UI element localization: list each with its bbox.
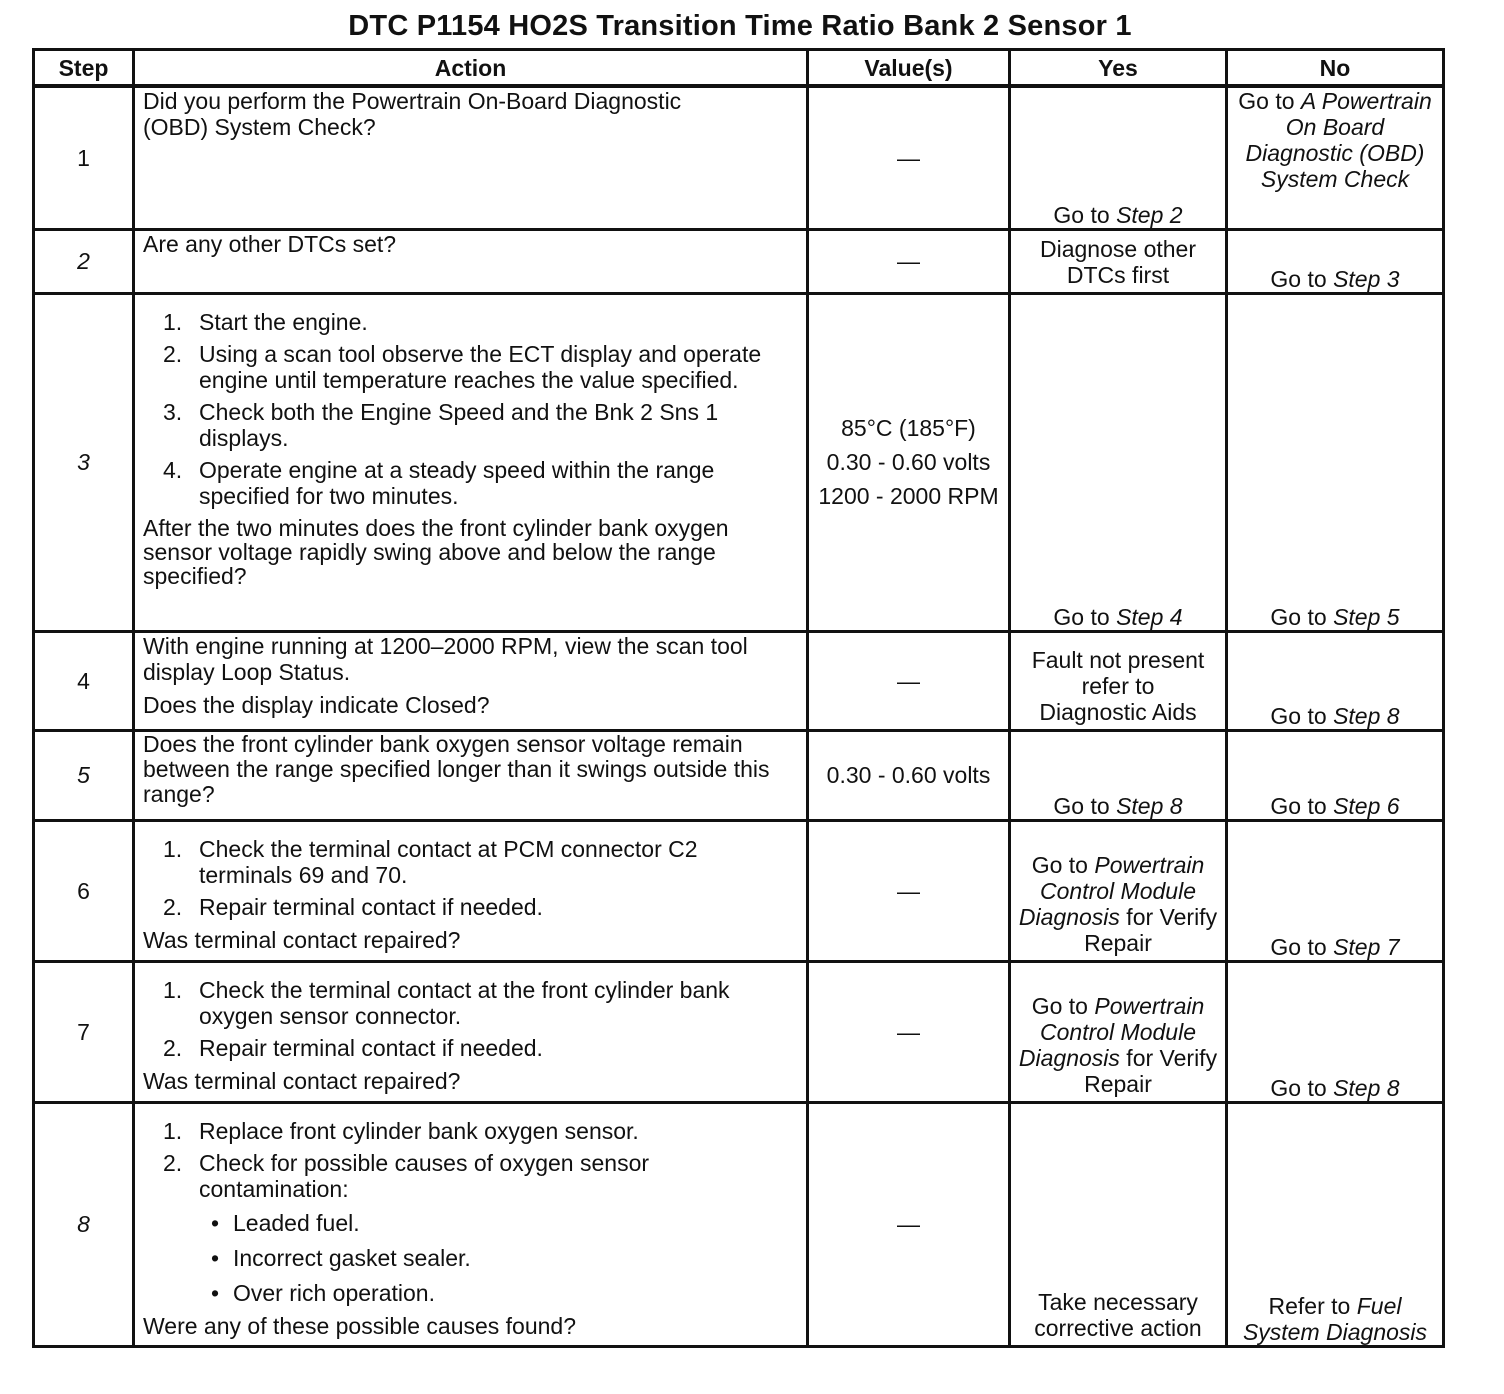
- yes-prefix: Go to: [1053, 792, 1117, 819]
- action-text: Are any other DTCs set?: [134, 229, 808, 293]
- value-voltage: 0.30 - 0.60 volts: [826, 449, 991, 475]
- action-step: 2. Repair terminal contact if needed.: [163, 893, 543, 920]
- yes-step-link: Powertrain Control Module Diagnosis: [1018, 992, 1205, 1071]
- step-number: 3: [34, 293, 134, 631]
- action-step: 3. Check both the Engine Speed and the Bnk 2 Sns 1 displays.: [163, 398, 719, 451]
- header-no: No: [1227, 50, 1444, 87]
- action-steps: [143, 309, 798, 509]
- yes-prefix: Go to: [1031, 992, 1095, 1019]
- table-row-step-8: [34, 1102, 1444, 1346]
- action-cell: [134, 820, 808, 961]
- no-step-link: Step 8: [1333, 1074, 1400, 1101]
- no-cell: [1227, 86, 1444, 229]
- no-step-link: Fuel System Diagnosis: [1242, 1292, 1428, 1345]
- action-step: 2. Repair terminal contact if needed.: [163, 1034, 543, 1061]
- action-question: Were any of these possible causes found?: [143, 1312, 577, 1339]
- yes-cell: Diagnose other DTCs first: [1010, 229, 1227, 293]
- action-steps: [143, 1118, 798, 1306]
- page-title: DTC P1154 HO2S Transition Time Ratio Bank 2 Sensor 1: [348, 10, 1132, 42]
- action-step: 1. Replace front cylinder bank oxygen sensor.: [163, 1117, 639, 1144]
- table-row-step-2: [34, 229, 1444, 293]
- action-cell: [134, 961, 808, 1102]
- diagnostic-table: [32, 48, 1445, 1348]
- header-yes: Yes: [1010, 50, 1227, 87]
- table-row-step-1: [34, 86, 1444, 229]
- action-step: 1. Check the terminal contact at the front cylinder bank oxygen sensor connector.: [163, 976, 730, 1029]
- yes-suffix: for Verify Repair: [1084, 1044, 1218, 1097]
- value-rpm: 1200 - 2000 RPM: [818, 483, 999, 509]
- value-cell: —: [808, 631, 1010, 730]
- action-step: 4. Operate engine at a steady speed within the range specified for two minutes.: [163, 456, 715, 509]
- action-text: Does the front cylinder bank oxygen sensor voltage remain between the range specified longer than it swings outside this range?: [134, 730, 808, 820]
- no-prefix: Refer to: [1268, 1292, 1357, 1319]
- yes-cell: Take necessary corrective action: [1010, 1102, 1227, 1346]
- value-cell: [808, 293, 1010, 631]
- no-cell: [1227, 1102, 1444, 1346]
- header-row: [34, 50, 1444, 87]
- no-step-link: Step 6: [1333, 792, 1400, 819]
- header-action: Action: [134, 50, 808, 87]
- no-step-link: Step 3: [1333, 265, 1400, 292]
- value-temperature: 85°C (185°F): [841, 415, 976, 441]
- table-row-step-7: [34, 961, 1444, 1102]
- action-step: 2. Check for possible causes of oxygen sensor contamination: • Leaded fuel. • Incorrect gasket sealer. • Over rich operation.: [143, 1150, 798, 1306]
- no-prefix: Go to: [1270, 933, 1334, 960]
- step-number: 6: [34, 820, 134, 961]
- bullet-item: • Incorrect gasket sealer.: [211, 1244, 471, 1271]
- yes-step-link: Powertrain Control Module Diagnosis: [1018, 851, 1205, 930]
- action-cell: [134, 631, 808, 730]
- header-step: Step: [34, 50, 134, 87]
- no-prefix: Go to: [1238, 88, 1301, 114]
- step-number: 8: [34, 1102, 134, 1346]
- value-cell: 0.30 - 0.60 volts: [808, 730, 1010, 820]
- no-step-link: Step 8: [1333, 702, 1400, 729]
- action-question: Was terminal contact repaired?: [143, 926, 461, 953]
- header-values: Value(s): [808, 50, 1010, 87]
- value-cell: —: [808, 961, 1010, 1102]
- value-cell: —: [808, 1102, 1010, 1346]
- no-step-link: Step 5: [1333, 603, 1400, 630]
- action-text: With engine running at 1200–2000 RPM, view the scan tool display Loop Status.: [143, 632, 748, 685]
- yes-step-link: Step 8: [1116, 792, 1183, 819]
- action-steps: [143, 836, 766, 920]
- yes-cell: [1010, 961, 1227, 1102]
- yes-step-link: Step 4: [1116, 603, 1183, 630]
- yes-cell: [1010, 293, 1227, 631]
- table-row-step-6: [34, 820, 1444, 961]
- yes-cell: [1010, 730, 1227, 820]
- bullet-item: • Over rich operation.: [211, 1279, 435, 1306]
- yes-cell: [1010, 820, 1227, 961]
- no-prefix: Go to: [1270, 1074, 1334, 1101]
- action-text: Did you perform the Powertrain On-Board Diagnostic (OBD) System Check?: [134, 86, 808, 229]
- table-row-step-5: [34, 730, 1444, 820]
- action-steps: [143, 977, 786, 1061]
- value-cell: —: [808, 86, 1010, 229]
- step-number: 2: [34, 229, 134, 293]
- yes-step-link: Step 2: [1116, 201, 1183, 228]
- no-prefix: Go to: [1270, 792, 1334, 819]
- table-row-step-4: [34, 631, 1444, 730]
- value-cell: —: [808, 229, 1010, 293]
- action-step: 1. Check the terminal contact at PCM connector C2 terminals 69 and 70.: [163, 835, 698, 888]
- no-cell: [1227, 961, 1444, 1102]
- no-cell: [1227, 631, 1444, 730]
- yes-suffix: for Verify Repair: [1084, 903, 1218, 956]
- step-number: 7: [34, 961, 134, 1102]
- no-cell: [1227, 820, 1444, 961]
- no-cell: [1227, 229, 1444, 293]
- action-question: Was terminal contact repaired?: [143, 1067, 461, 1094]
- value-cell: —: [808, 820, 1010, 961]
- yes-prefix: Go to: [1031, 851, 1095, 878]
- no-prefix: Go to: [1270, 702, 1334, 729]
- no-prefix: Go to: [1270, 603, 1334, 630]
- no-prefix: Go to: [1270, 265, 1334, 292]
- bullet-list: [199, 1210, 798, 1306]
- action-step: 2. Using a scan tool observe the ECT display and operate engine until temperature reaches the value specified.: [163, 340, 762, 393]
- no-cell: [1227, 293, 1444, 631]
- action-cell: [134, 293, 808, 631]
- yes-prefix: Go to: [1053, 201, 1117, 228]
- action-step: 1. Start the engine.: [163, 308, 368, 335]
- no-step-link: A Powertrain On Board Diagnostic (OBD) System Check: [1245, 88, 1432, 192]
- no-cell: [1227, 730, 1444, 820]
- step-number: 4: [34, 631, 134, 730]
- bullet-item: • Leaded fuel.: [211, 1209, 360, 1236]
- action-question: After the two minutes does the front cylinder bank oxygen sensor voltage rapidly swing above and below the range specified?: [143, 514, 729, 589]
- table-row-step-3: [34, 293, 1444, 631]
- yes-prefix: Go to: [1053, 603, 1117, 630]
- no-step-link: Step 7: [1333, 933, 1400, 960]
- action-question: Does the display indicate Closed?: [143, 691, 490, 718]
- step-number: 5: [34, 730, 134, 820]
- yes-cell: [1010, 86, 1227, 229]
- yes-cell: Fault not present refer to Diagnostic Aids: [1010, 631, 1227, 730]
- action-cell: [134, 1102, 808, 1346]
- step-number: 1: [34, 86, 134, 229]
